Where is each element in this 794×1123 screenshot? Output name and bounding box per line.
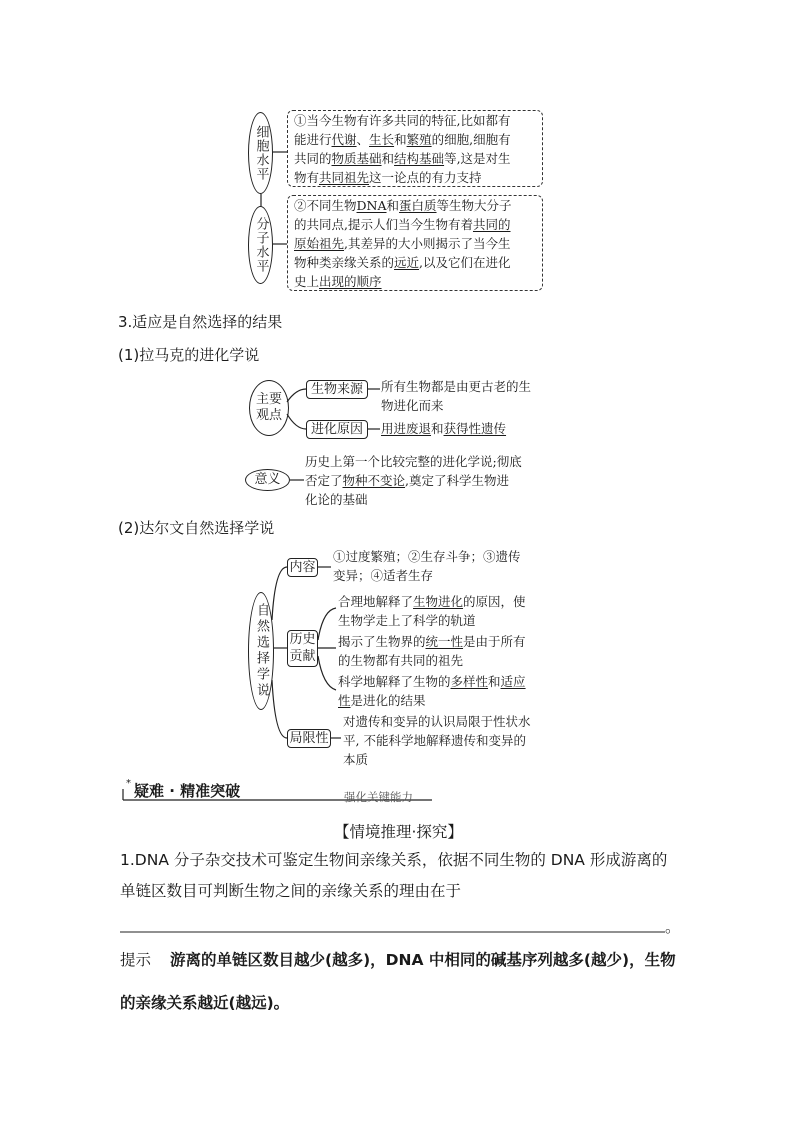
text-segment: 多样性 bbox=[450, 674, 489, 689]
text-line bbox=[338, 672, 526, 691]
text-segment: 物有 bbox=[294, 170, 320, 185]
text-segment: 适应 bbox=[500, 674, 526, 689]
text-line bbox=[338, 611, 526, 630]
limitation-label-box: 局限性 bbox=[287, 729, 331, 748]
content-text: ①过度繁殖；②生存斗争；③遗传 变异；④适者生存 bbox=[333, 549, 521, 583]
text-segment: 远近 bbox=[394, 255, 420, 270]
text-segment: 出现的顺序 bbox=[319, 274, 382, 289]
question-line-1: 1.DNA 分子杂交技术可鉴定生物间亲缘关系，依据不同生物的 DNA 形成游离的 bbox=[120, 851, 668, 869]
source-text: 所有生物都是由更古老的生 物进化而来 bbox=[381, 379, 532, 413]
cell-level-oval: 细胞水平 bbox=[248, 112, 273, 194]
text-segment: 物质基础 bbox=[331, 151, 382, 166]
text-segment: 史上 bbox=[294, 274, 320, 289]
text-segment: 是由于所有 bbox=[463, 634, 526, 649]
main-view-oval: 主要观点 bbox=[249, 380, 289, 436]
text-segment: 能进行 bbox=[294, 132, 332, 147]
text-segment: 共同的 bbox=[294, 151, 332, 166]
text-segment: 揭示了生物界的 bbox=[338, 634, 426, 649]
text-segment: 否定了 bbox=[305, 473, 343, 488]
hint-line-2: 的亲缘关系越近(越远)。 bbox=[120, 994, 290, 1012]
darwin-subtitle: (2)达尔文自然选择学说 bbox=[118, 519, 275, 537]
text-line bbox=[338, 632, 526, 651]
meaning-oval: 意义 bbox=[245, 469, 290, 491]
text-segment: 的生物都有共同的祖先 bbox=[338, 653, 464, 668]
text-segment: 科学地解释了生物的 bbox=[338, 674, 451, 689]
text-line bbox=[305, 452, 522, 471]
text-segment: 和 bbox=[381, 151, 395, 166]
text-segment: 等生物大分子 bbox=[436, 198, 512, 213]
text-line bbox=[305, 490, 522, 509]
text-segment: 和 bbox=[386, 198, 400, 213]
text-segment: 的原因，使 bbox=[463, 594, 526, 609]
molecular-level-oval: 分子水平 bbox=[248, 206, 273, 284]
text-segment: 和 bbox=[394, 132, 407, 147]
text-segment: 蛋白质 bbox=[399, 198, 437, 213]
text-segment: 物种不变论 bbox=[342, 473, 406, 488]
text-segment: 生物进化 bbox=[413, 594, 464, 609]
text-segment: 等,这是对生 bbox=[444, 151, 511, 166]
text-segment: 和 bbox=[431, 421, 444, 436]
section-3-title: 3.适应是自然选择的结果 bbox=[118, 313, 283, 331]
text-segment: 原始祖先 bbox=[294, 236, 345, 251]
text-segment: 繁殖 bbox=[406, 132, 432, 147]
question-line-2: 单链区数目可判断生物之间的亲缘关系的理由在于 bbox=[120, 882, 462, 900]
text-segment: 和 bbox=[488, 674, 501, 689]
text-segment: 获得性遗传 bbox=[443, 421, 507, 436]
text-segment: ②不同生物 bbox=[294, 198, 357, 213]
text-segment: 物种类亲缘关系的 bbox=[294, 255, 395, 270]
hint-line-1: 游离的单链区数目越少(越多)，DNA 中相同的碱基序列越多(越少)，生物 bbox=[170, 951, 676, 969]
inquiry-title: 【情境推理·探究】 bbox=[334, 823, 463, 841]
text-segment: 结构基础 bbox=[394, 151, 445, 166]
banner-subtitle: 强化关键能力 bbox=[344, 790, 413, 804]
text-segment: 性 bbox=[338, 693, 351, 708]
natural-selection-oval: 自然选择学说 bbox=[248, 592, 274, 710]
text-line bbox=[338, 691, 526, 710]
text-segment: 、 bbox=[356, 132, 370, 147]
source-label-box: 生物来源 bbox=[306, 380, 368, 399]
text-segment: ,其差异的大小则揭示了当今生 bbox=[344, 236, 511, 251]
limitation-text: 对遗传和变异的认识局限于性状水 平, 不能科学地解释遗传和变异的 本质 bbox=[343, 714, 531, 767]
text-segment: 化论的基础 bbox=[305, 492, 368, 507]
text-segment: 生物学走上了科学的轨道 bbox=[338, 613, 476, 628]
hint-label: 提示 bbox=[120, 951, 152, 969]
text-segment: 生长 bbox=[369, 132, 395, 147]
text-segment: 用进废退 bbox=[381, 421, 432, 436]
text-line bbox=[338, 592, 526, 611]
text-line bbox=[305, 471, 522, 490]
text-segment: 这一论点的有力支持 bbox=[369, 170, 482, 185]
text-segment: 代谢 bbox=[331, 132, 357, 147]
lamarck-subtitle: (1)拉马克的进化学说 bbox=[118, 346, 260, 364]
cause-label-box: 进化原因 bbox=[306, 420, 368, 439]
meaning-text bbox=[305, 452, 522, 509]
text-segment: DNA bbox=[356, 198, 387, 213]
text-segment: 是进化的结果 bbox=[350, 693, 426, 708]
text-segment: 共同祖先 bbox=[319, 170, 370, 185]
text-segment: ,以及它们在进化 bbox=[419, 255, 511, 270]
text-segment: 统一性 bbox=[425, 634, 464, 649]
text-segment: 的共同点,提示人们当今生物有着 bbox=[294, 217, 473, 232]
contribution-label-box: 历史贡献 bbox=[287, 630, 318, 667]
text-line bbox=[338, 651, 526, 670]
content-label-box: 内容 bbox=[287, 558, 318, 577]
text-segment: ,奠定了科学生物进 bbox=[405, 473, 510, 488]
text-segment: 历史上第一个比较完整的进化学说;彻底 bbox=[305, 454, 522, 469]
banner-title: 疑难 · 精准突破 bbox=[134, 782, 241, 800]
banner-star: * bbox=[126, 778, 131, 789]
cause-text bbox=[381, 419, 506, 438]
text-segment: 共同的 bbox=[472, 217, 511, 232]
contribution-text bbox=[338, 592, 526, 710]
text-segment: 的细胞,细胞有 bbox=[431, 132, 511, 147]
answer-blank-end: 。 bbox=[665, 918, 681, 936]
text-segment: ①当今生物有许多共同的特征,比如都有 bbox=[294, 113, 511, 128]
text-segment: 合理地解释了 bbox=[338, 594, 414, 609]
